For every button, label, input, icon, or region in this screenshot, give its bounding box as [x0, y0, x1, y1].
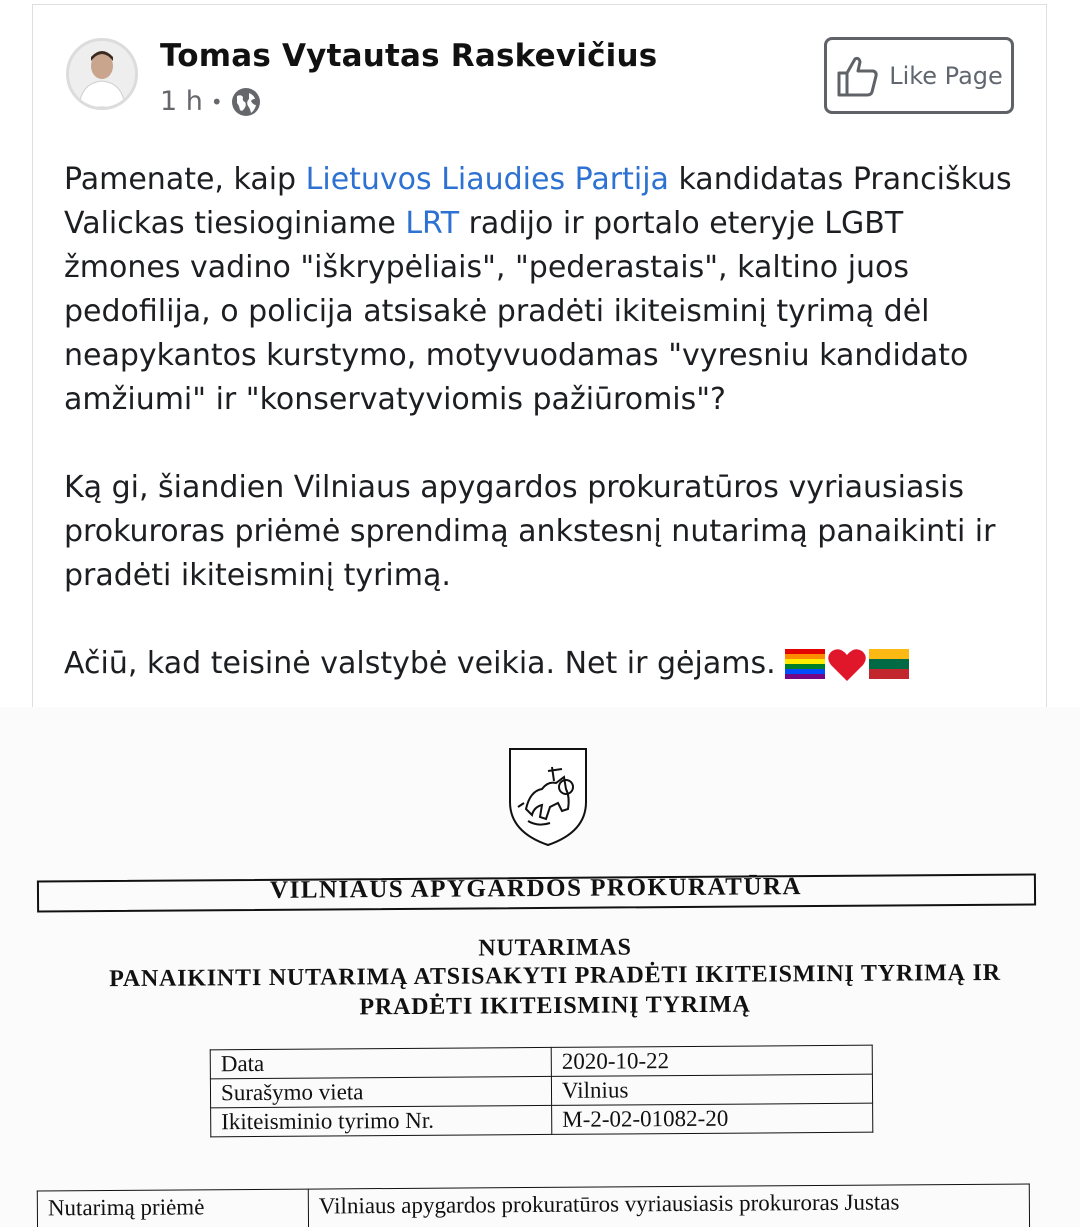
globe-icon: [231, 87, 261, 117]
table-row: [211, 1103, 873, 1137]
info-value: 2020-10-22: [551, 1045, 872, 1076]
text-segment: Pamenate, kaip: [64, 162, 306, 197]
document-subtitle-1: PANAIKINTI NUTARIMĄ ATSISAKYTI PRADĖTI IKITEISMINĮ TYRIMĄ IR: [109, 959, 1001, 993]
info-value: Vilnius: [551, 1074, 872, 1105]
like-page-label: Like Page: [889, 61, 1003, 90]
link-lietuvos-liaudies-partija[interactable]: Lietuvos Liaudies Partija: [305, 162, 669, 197]
table-row: [210, 1045, 872, 1079]
like-page-button[interactable]: [824, 37, 1014, 114]
institution-name: VILNIAUS APYGARDOS PROKURATŪRA: [269, 873, 803, 904]
post-body: [64, 158, 1024, 686]
text-segment: Ačiū, kad teisinė valstybė veikia. Net ir gėjams.: [64, 646, 776, 681]
author-name[interactable]: Tomas Vytautas Raskevičius: [160, 38, 658, 74]
table-row: [210, 1074, 872, 1108]
info-label: Data: [210, 1047, 551, 1078]
document-title: NUTARIMAS: [478, 934, 632, 962]
text-segment: kandidatas Pranciškus Valickas tiesioginiame: [64, 162, 1012, 241]
text-segment: radijo ir portalo eteryje LGBT žmones vadino "iškrypėliais", "pederastais", kaltino juos pedofilija, o policija atsisakė pradėti ikiteisminį tyrimą dėl neapykantos kurstymo, motyvuodamas "vyresniu kandidato amžiumi" ir "konservatyviomis pažiūromis"?: [64, 206, 969, 417]
table-row: [37, 1184, 1029, 1227]
emoji-group: [785, 647, 909, 683]
rainbow-flag-icon: [785, 647, 825, 679]
lithuania-flag-icon: [869, 647, 909, 679]
document-subtitle-2: PRADĖTI IKITEISMINĮ TYRIMĄ: [359, 991, 751, 1021]
link-lrt[interactable]: LRT: [405, 206, 460, 241]
thumbs-up-icon: [835, 53, 881, 99]
coat-of-arms-icon: [508, 747, 588, 847]
info-value: M-2-02-01082-20: [552, 1103, 873, 1134]
post-meta: [160, 86, 261, 117]
info-label: Ikiteisminio tyrimo Nr.: [211, 1105, 552, 1136]
document-image: [0, 707, 1080, 1227]
post-time[interactable]: 1 h: [160, 86, 203, 117]
decision-label: Nutarimą priėmė: [37, 1189, 308, 1227]
red-heart-icon: [827, 647, 867, 683]
document-info-table: [210, 1045, 874, 1138]
info-label: Surašymo vieta: [210, 1076, 551, 1107]
decision-table: [37, 1184, 1030, 1227]
avatar[interactable]: [66, 38, 138, 110]
post-paragraph-1: [64, 158, 1024, 422]
post-paragraph-3: [64, 642, 1024, 686]
decision-value: Vilniaus apygardos prokuratūros vyriausiasis prokuroras Justas: [308, 1184, 1029, 1227]
meta-separator: •: [210, 89, 223, 114]
post-paragraph-2: Ką gi, šiandien Vilniaus apygardos prokuratūros vyriausiasis prokuroras priėmė sprendimą ankstesnį nutarimą panaikinti ir pradėti ikiteisminį tyrimą.: [64, 470, 996, 593]
